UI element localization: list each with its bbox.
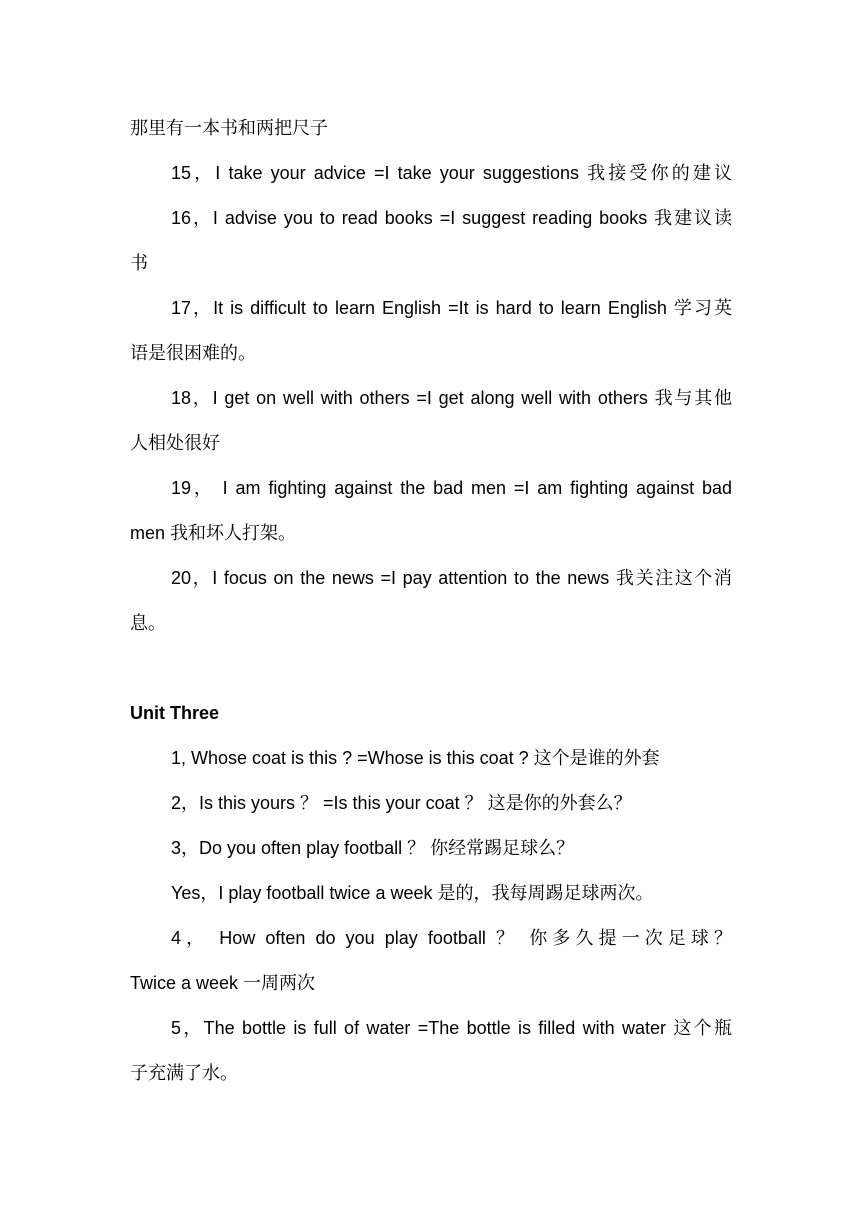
text-line: 子充满了水。 <box>130 1063 238 1083</box>
text-line: 2，Is this yours ？ =Is this your coat ？ 这是你的外套么？ <box>171 793 632 813</box>
text-line: 15，I take your advice =I take your suggestions 我接受你的建议 <box>171 163 732 183</box>
text-line: 书 <box>130 253 148 273</box>
text-line: men 我和坏人打架。 <box>130 523 297 543</box>
text-line: 3，Do you often play football ？ 你经常踢足球么？ <box>171 838 575 858</box>
text-line: 5，The bottle is full of water =The bottle is filled with water 这个瓶 <box>171 1018 732 1038</box>
text-line: 那里有一本书和两把尺子 <box>130 118 328 138</box>
text-line: 16，I advise you to read books =I suggest reading books 我建议读 <box>171 208 732 228</box>
section-heading: Unit Three <box>130 703 220 723</box>
text-line: 19， I am fighting against the bad men =I am fighting against bad <box>171 478 732 498</box>
text-line: 20，I focus on the news =I pay attention to the news 我关注这个消 <box>171 568 732 588</box>
text-line: 4， How often do you play football ？ 你多久提一次足球？ <box>171 928 732 948</box>
text-line: 人相处很好 <box>130 433 220 453</box>
text-line: 18，I get on well with others =I get along well with others 我与其他 <box>171 388 732 408</box>
text-line: Twice a week 一周两次 <box>130 973 316 993</box>
text-line: Yes，I play football twice a week 是的，我每周踢足球两次。 <box>171 883 654 903</box>
text-line: 17，It is difficult to learn English =It is hard to learn English 学习英 <box>171 298 732 318</box>
text-line: 语是很困难的。 <box>130 343 256 363</box>
text-line: 息。 <box>130 613 166 633</box>
text-line: 1, Whose coat is this ? =Whose is this coat ? 这个是谁的外套 <box>171 748 660 768</box>
